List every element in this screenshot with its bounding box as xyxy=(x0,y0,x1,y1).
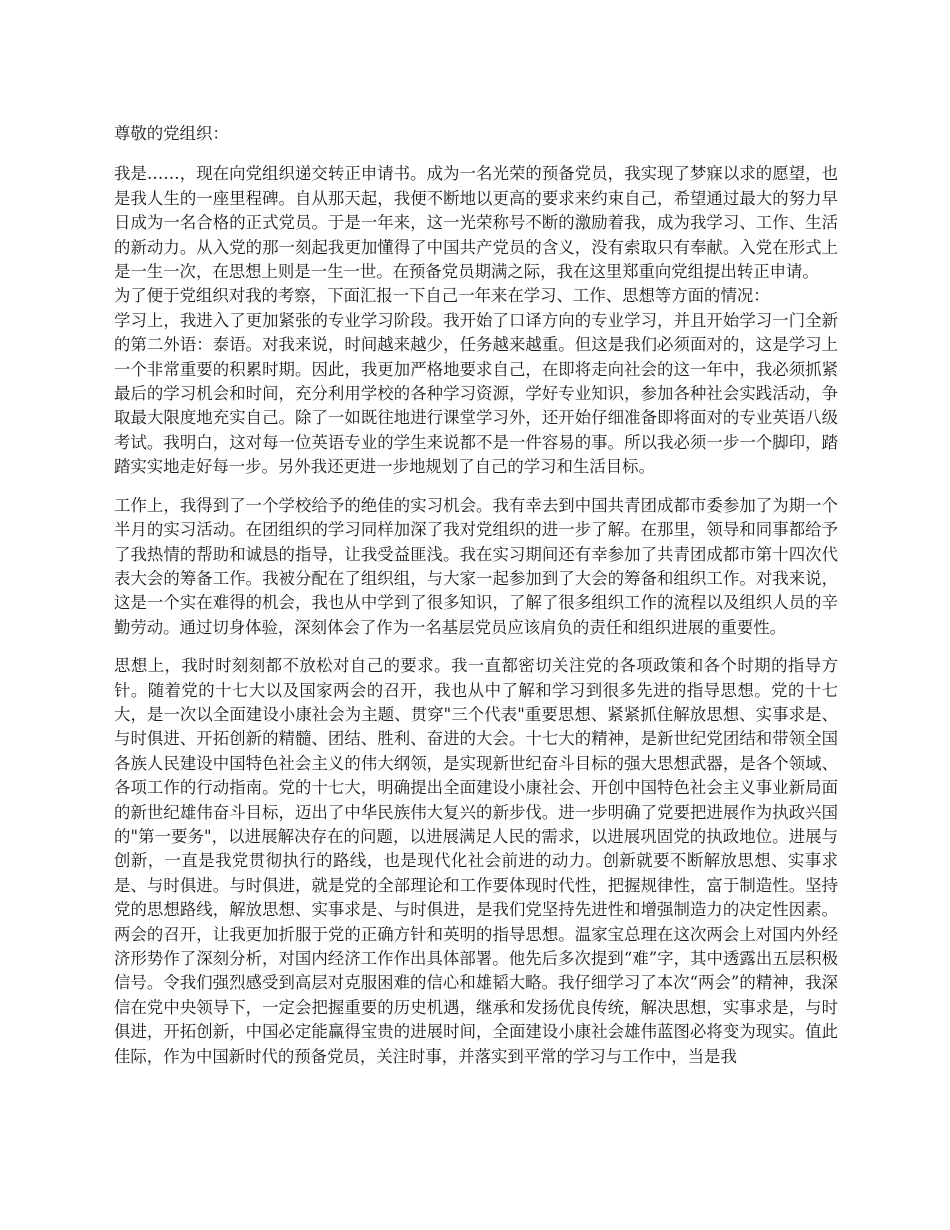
paragraph-intro: 我是……，现在向党组织递交转正申请书。成为一名光荣的预备党员，我实现了梦寐以求的愿望，也是我人生的一座里程碑。自从那天起，我便不断地以更高的要求来约束自己，希望通过最大的努力早日成为一名合格的正式党员。于是一年来，这一光荣称号不断的激励着我，成为我学习、工作、生活的新动力。从入党的那一刻起我更加懂得了中国共产党员的含义，没有索取只有奉献。入党在形式上是一生一次，在思想上则是一生一世。在预备党员期满之际，我在这里郑重向党组提出转正申请。 xyxy=(114,164,838,282)
salutation: 尊敬的党组织： xyxy=(114,124,229,143)
paragraph-thought: 思想上，我时时刻刻都不放松对自己的要求。我一直都密切关注党的各项政策和各个时期的指导方针。随着党的十七大以及国家两会的召开，我也从中了解和学习到很多先进的指导思想。党的十七大，是一次以全面建设小康社会为主题、贯穿"三个代表"重要思想、紧紧抓住解放思想、实事求是、与时俱进、开拓创新的精髓、团结、胜利、奋进的大会。十七大的精神，是新世纪党团结和带领全国各族人民建设中国特色社会主义的伟大纲领，是实现新世纪奋斗目标的强大思想武器，是各个领域、各项工作的行动指南。党的十七大，明确提出全面建设小康社会、开创中国特色社会主义事业新局面的新世纪雄伟奋斗目标，迈出了中华民族伟大复兴的新步伐。进一步明确了党要把进展作为执政兴国的"第一要务"，以进展解决存在的问题，以进展满足人民的需求，以进展巩固党的执政地位。进展与创新，一直是我党贯彻执行的路线，也是现代化社会前进的动力。创新就要不断解放思想、实事求是、与时俱进。与时俱进，就是党的全部理论和工作要体现时代性，把握规律性，富于制造性。坚持党的思想路线，解放思想、实事求是、与时俱进，是我们党坚持先进性和增强制造力的决定性因素。两会的召开，让我更加折服于党的正确方针和英明的指导思想。温家宝总理在这次两会上对国内外经济形势作了深刻分析，对国内经济工作作出具体部署。他先后多次提到“难”字，其中透露出五层积极信号。令我们强烈感受到高层对克服困难的信心和雄韬大略。我仔细学习了本次“两会”的精神，我深信在党中央领导下，一定会把握重要的历史机遇，继承和发扬优良传统，解决思想，实事求是，与时俱进，开拓创新，中国必定能赢得宝贵的进展时间，全面建设小康社会雄伟蓝图必将变为现实。值此佳际，作为中国新时代的预备党员，关注时事，并落实到平常的学习与工作中，当是我 xyxy=(114,656,838,1066)
paragraph-work: 工作上，我得到了一个学校给予的绝佳的实习机会。我有幸去到中国共青团成都市委参加了为期一个半月的实习活动。在团组织的学习同样加深了我对党组织的进一步了解。在那里，领导和同事都给予了我热情的帮助和诚恳的指导，让我受益匪浅。我在实习期间还有幸参加了共青团成都市第十四次代表大会的筹备工作。我被分配在了组织组，与大家一起参加到了大会的筹备和组织工作。对我来说，这是一个实在难得的机会，我也从中学到了很多知识，了解了很多组织工作的流程以及组织人员的辛勤劳动。通过切身体验，深刻体会了作为一名基层党员应该肩负的责任和组织进展的重要性。 xyxy=(114,495,838,637)
document-page xyxy=(114,122,838,1069)
paragraph-study: 学习上，我进入了更加紧张的专业学习阶段。我开始了口译方向的专业学习，并且开始学习一门全新的第二外语：泰语。对我来说，时间越来越少，任务越来越重。但这是我们必须面对的，这是学习上一个非常重要的积累时期。因此，我更加严格地要求自己，在即将走向社会的这一年中，我必须抓紧最后的学习机会和时间，充分利用学校的各种学习资源，学好专业知识，参加各种社会实践活动，争取最大限度地充实自己。除了一如既往地进行课堂学习外，还开始仔细准备即将面对的专业英语八级考试。我明白，这对每一位英语专业的学生来说都不是一件容易的事。所以我必须一步一个脚印，踏踏实实地走好每一步。另外我还更进一步地规划了自己的学习和生活目标。 xyxy=(114,310,838,477)
paragraph-transition: 为了便于党组织对我的考察，下面汇报一下自己一年来在学习、工作、思想等方面的情况： xyxy=(114,286,770,306)
